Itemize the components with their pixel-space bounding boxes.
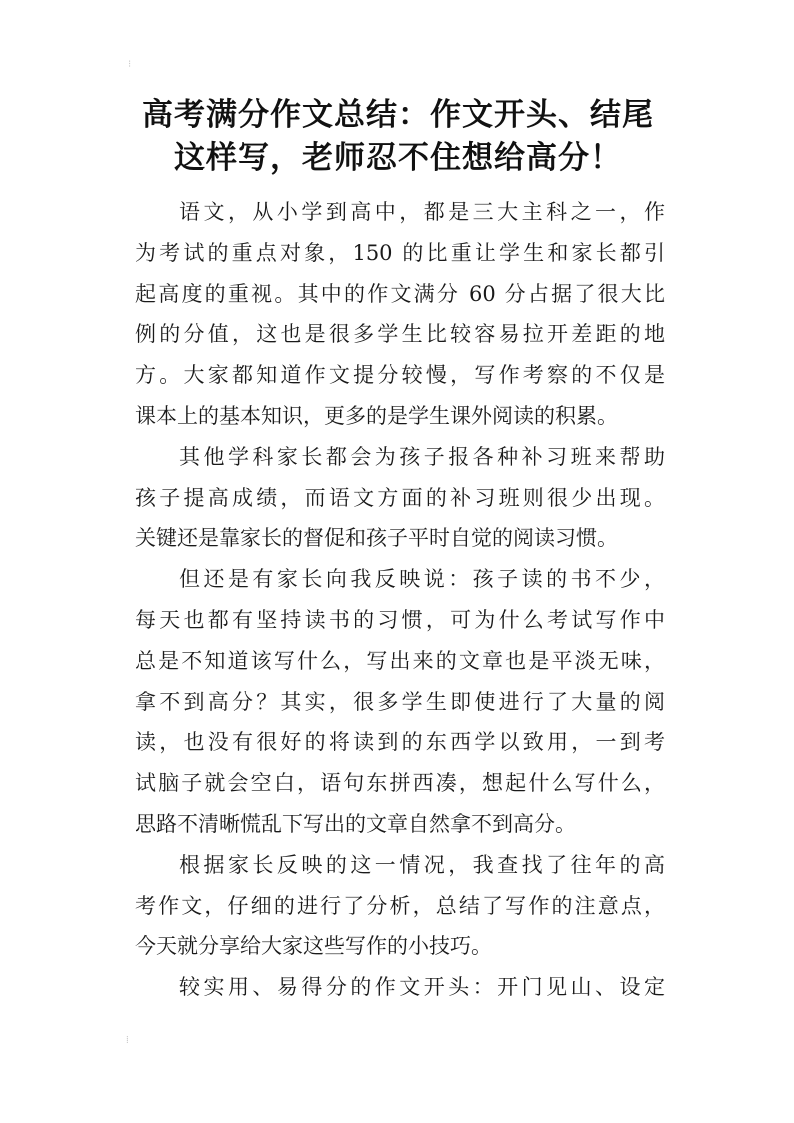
text-line: 其他学科家长都会为孩子报各种补习班来帮助 — [179, 444, 665, 469]
text-line: 孩子提高成绩，而语文方面的补习班则很少出现。 — [135, 485, 665, 510]
text-line: 今天就分享给大家这些写作的小技巧。 — [135, 934, 492, 959]
text-line: 方。大家都知道作文提分较慢，写作考察的不仅是 — [135, 363, 665, 388]
crop-mark-bottom-left: ⁞ — [126, 1035, 129, 1046]
text-line: 但还是有家长向我反映说：孩子读的书不少， — [179, 567, 665, 592]
article-title — [120, 94, 676, 180]
text-line: 例的分值，这也是很多学生比较容易拉开差距的地 — [135, 322, 665, 347]
text-line: 课本上的基本知识，更多的是学生课外阅读的积累。 — [135, 403, 618, 428]
text-line: 为考试的重点对象，150 的比重让学生和家长都引 — [135, 240, 665, 265]
text-line: 拿不到高分？其实，很多学生即使进行了大量的阅 — [135, 689, 665, 714]
text-line: 考作文，仔细的进行了分析，总结了写作的注意点， — [135, 893, 665, 918]
text-line: 总是不知道该写什么，写出来的文章也是平淡无味， — [135, 648, 665, 673]
crop-mark-top-left: ⁝ — [128, 59, 132, 70]
paragraph — [135, 967, 665, 1008]
text-line: 语文，从小学到高中，都是三大主科之一，作 — [179, 200, 665, 224]
text-line: 起高度的重视。其中的作文满分 60 分占据了很大比 — [135, 281, 665, 306]
text-line: 每天也都有坚持读书的习惯，可为什么考试写作中 — [135, 607, 665, 632]
article-body — [135, 192, 665, 1008]
text-line: 读，也没有很好的将读到的东西学以致用，一到考 — [135, 730, 665, 755]
paragraph — [135, 437, 665, 559]
paragraph — [135, 845, 665, 967]
paragraph — [135, 559, 665, 845]
text-line: 较实用、易得分的作文开头：开门见山、设定 — [179, 975, 665, 1000]
text-line: 关键还是靠家长的督促和孩子平时自觉的阅读习惯。 — [135, 526, 618, 551]
title-line-2: 这样写，老师忍不住想给高分！ — [174, 140, 622, 176]
text-line: 试脑子就会空白，语句东拼西凑，想起什么写什么， — [135, 771, 665, 796]
text-line: 根据家长反映的这一情况，我查找了往年的高 — [179, 852, 665, 877]
text-line: 思路不清晰慌乱下写出的文章自然拿不到高分。 — [135, 811, 576, 836]
paragraph — [135, 192, 665, 437]
title-line-1: 高考满分作文总结：作文开头、结尾 — [142, 97, 654, 133]
